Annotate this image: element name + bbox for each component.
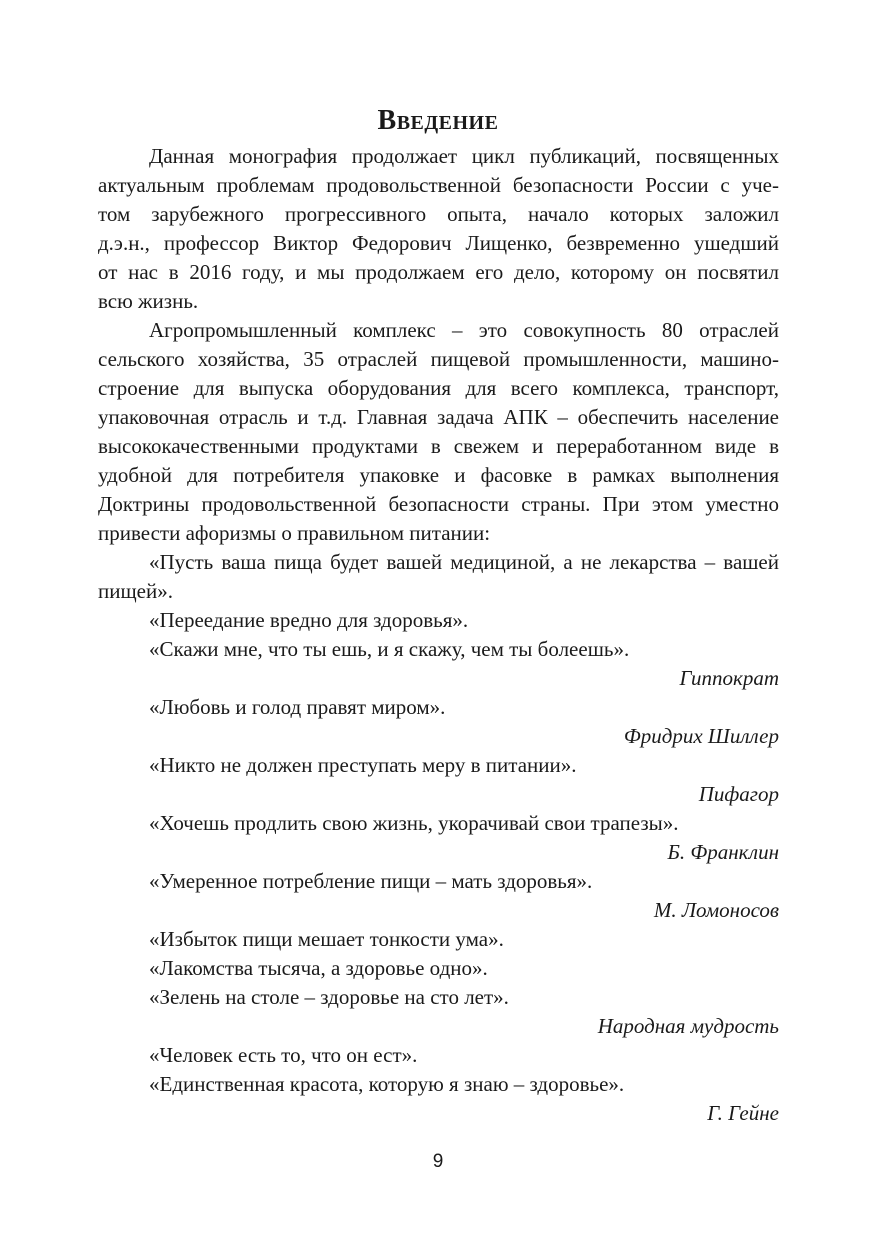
text-line: высококачественными продуктами в свежем и переработанном виде в	[98, 434, 779, 458]
quote: «Зелень на столе – здоровье на сто лет».	[149, 985, 509, 1009]
quote-author: Б. Франклин	[667, 840, 779, 864]
quote: «Единственная красота, которую я знаю – здоровье».	[149, 1072, 625, 1096]
text-line: сельского хозяйства, 35 отраслей пищевой промышленности, машино-	[98, 347, 779, 371]
text-line: всю жизнь.	[98, 289, 199, 313]
quote: «Избыток пищи мешает тонкости ума».	[149, 927, 504, 951]
page-number: 9	[432, 1151, 444, 1172]
quote: «Хочешь продлить свою жизнь, укорачивай свои трапезы».	[149, 811, 679, 835]
text-line: удобной для потребителя упаковке и фасовке в рамках выполнения	[98, 463, 779, 487]
page-content	[98, 142, 779, 1128]
quote-author: Г. Гейне	[707, 1101, 779, 1125]
text-line: Данная монография продолжает цикл публикаций, посвященных	[149, 144, 779, 168]
text-line: том зарубежного прогрессивного опыта, начало которых заложил	[98, 202, 779, 226]
paragraph-agro	[98, 316, 779, 548]
text-line: от нас в 2016 году, и мы продолжаем его дело, которому он посвятил	[98, 260, 779, 284]
text-line: строение для выпуска оборудования для всего комплекса, транспорт,	[98, 376, 779, 400]
quote-hippocrates-medicine	[98, 548, 779, 606]
text-line: привести афоризмы о правильном питании:	[98, 521, 491, 545]
quote-author: М. Ломоносов	[653, 898, 779, 922]
text-line: «Пусть ваша пища будет вашей медициной, а не лекарства – вашей	[149, 550, 779, 574]
quote-author: Гиппократ	[679, 666, 779, 690]
quote-author: Народная мудрость	[597, 1014, 779, 1038]
quote: «Любовь и голод правят миром».	[149, 695, 446, 719]
text-line: Доктрины продовольственной безопасности страны. При этом уместно	[98, 492, 779, 516]
quote: «Лакомства тысяча, а здоровье одно».	[149, 956, 488, 980]
quote: «Скажи мне, что ты ешь, и я скажу, чем ты болеешь».	[149, 637, 630, 661]
quote: «Умеренное потребление пищи – мать здоровья».	[149, 869, 593, 893]
text-line: актуальным проблемам продовольственной безопасности России с уче-	[98, 173, 779, 197]
quote: «Человек есть то, что он ест».	[149, 1043, 418, 1067]
text-line: д.э.н., профессор Виктор Федорович Лищенко, безвременно ушедший	[98, 231, 779, 255]
page-heading: Введение	[377, 104, 499, 136]
text-line: пищей».	[98, 579, 173, 603]
paragraph-intro	[98, 142, 779, 316]
text-line: упаковочная отрасль и т.д. Главная задача АПК – обеспечить население	[98, 405, 779, 429]
quote-author: Фридрих Шиллер	[623, 724, 779, 748]
quote: «Никто не должен преступать меру в питании».	[149, 753, 577, 777]
quote: «Переедание вредно для здоровья».	[149, 608, 469, 632]
quote-author: Пифагор	[698, 782, 779, 806]
text-line: Агропромышленный комплекс – это совокупность 80 отраслей	[149, 318, 779, 342]
